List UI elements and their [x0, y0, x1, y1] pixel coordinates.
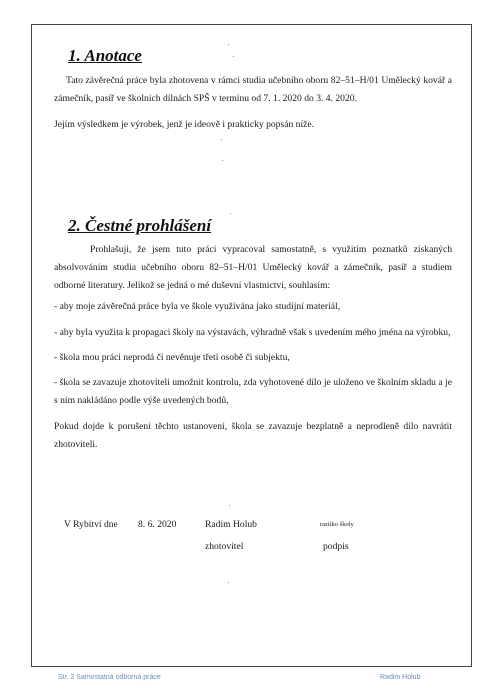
scan-speck: [230, 213, 231, 214]
stamp-label: razítko školy: [320, 521, 354, 528]
annotation-paragraph: Tato závěrečná práce byla zhotovena v rámci studia učebního oboru 82–51–H/01 Umělecký kovář a zámečník, pasíř ve školních dílnách SPŠ v termínu od 7. 1. 2020 do 3. 4. 2020.: [54, 75, 452, 104]
scan-speck: [221, 139, 222, 140]
declaration-item-1: - aby moje závěrečná práce byla ve škole využívána jako studijní materiál,: [54, 301, 341, 312]
signature-label: podpis: [323, 541, 349, 552]
signature-date: 8. 6. 2020: [138, 519, 177, 530]
author-role: zhotovitel: [205, 541, 244, 552]
scan-speck: [228, 44, 229, 45]
scan-speck: [233, 56, 234, 57]
author-name: Radim Holub: [205, 519, 257, 530]
annotation-heading: 1. Anotace: [68, 46, 142, 65]
declaration-heading: 2. Čestné prohlášení: [68, 216, 212, 235]
declaration-item-2: - aby byla využita k propagaci školy na výstavách, výhradně však s uvedením mého jména na výrobku,: [54, 327, 451, 338]
signature-place: V Rybitví dne: [64, 519, 118, 530]
annotation-result-paragraph: Jejím výsledkem je výrobek, jenž je ideově i prakticky popsán níže.: [54, 119, 315, 130]
footer-author: Radim Holub: [380, 674, 421, 681]
scan-speck: [222, 160, 223, 161]
declaration-item-3: - škola mou práci neprodá či nevěnuje třetí osobě či subjektu,: [54, 352, 290, 363]
scan-speck: [229, 505, 230, 506]
declaration-closing: Pokud dojde k porušení těchto ustanovení, škola se zavazuje bezplatně a neprodleně dílo navrátit zhotoviteli.: [54, 421, 452, 450]
footer-page-info: Str. 2 Samostatná odborná práce: [58, 674, 161, 681]
declaration-item-4: - škola se zavazuje zhotoviteli umožnit kontrolu, zda vyhotovené dílo je uloženo ve školním skladu a je s ním nakládáno podle výše uvedených bodů,: [54, 377, 452, 406]
scan-speck: [228, 582, 229, 583]
declaration-intro: Prohlašuji, že jsem tuto práci vypracoval samostatně, s využitím poznatků získaných absolvováním studia učebního oboru 82–51–H/01 Umělecký kovář a zámečník, pasíř a studiem odborné literatury. Jelikož se jedná o mé duševní vlastnictví, souhlasím:: [54, 244, 452, 291]
